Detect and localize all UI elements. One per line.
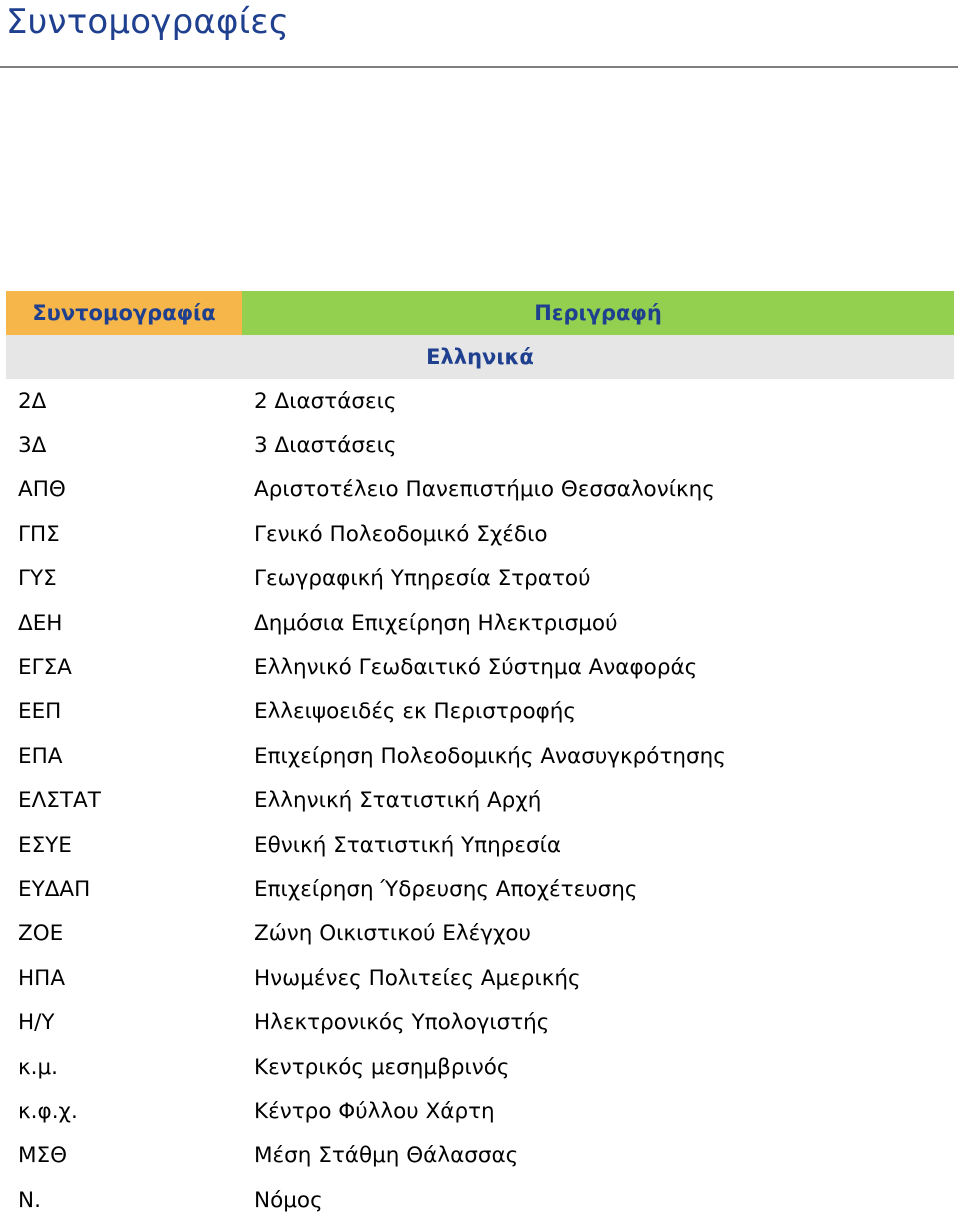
description-cell: Ελληνική Στατιστική Αρχή	[254, 788, 542, 814]
title-divider	[0, 66, 958, 68]
description-cell: Ηλεκτρονικός Υπολογιστής	[254, 1010, 550, 1036]
table-row	[6, 912, 954, 956]
abbreviation-cell: 2Δ	[18, 388, 47, 414]
description-cell: Γενικό Πολεοδομικό Σχέδιο	[254, 521, 548, 547]
table-row	[6, 1134, 954, 1178]
description-cell: 3 Διαστάσεις	[254, 433, 397, 459]
abbreviation-cell: κ.φ.χ.	[18, 1098, 78, 1124]
table-row	[6, 956, 954, 1000]
table-header	[6, 291, 954, 335]
table-row	[6, 1178, 954, 1222]
header-abbreviation: Συντομογραφία	[6, 291, 242, 335]
abbreviation-cell: ΕΓΣΑ	[18, 655, 72, 681]
abbreviation-cell: Η/Υ	[18, 1010, 55, 1036]
abbreviation-cell: ΕΠΑ	[18, 743, 63, 769]
abbreviation-cell: ΜΣΘ	[18, 1143, 68, 1169]
description-cell: Αριστοτέλειο Πανεπιστήμιο Θεσσαλονίκης	[254, 477, 715, 503]
description-cell: Ελληνικό Γεωδαιτικό Σύστημα Αναφοράς	[254, 655, 698, 681]
abbreviation-cell: ΑΠΘ	[18, 477, 66, 503]
description-cell: Ελλειψοειδές εκ Περιστροφής	[254, 699, 577, 725]
table-row	[6, 512, 954, 556]
abbreviation-cell: ΕΣΥΕ	[18, 832, 72, 858]
table-row	[6, 557, 954, 601]
table-row	[6, 1089, 954, 1133]
table-row	[6, 468, 954, 512]
description-cell: Επιχείρηση Ύδρευσης Αποχέτευσης	[254, 876, 638, 902]
section-heading: Ελληνικά	[6, 335, 954, 379]
table-row	[6, 379, 954, 423]
description-cell: Δημόσια Επιχείρηση Ηλεκτρισμού	[254, 610, 618, 636]
table-row	[6, 601, 954, 645]
description-cell: Εθνική Στατιστική Υπηρεσία	[254, 832, 562, 858]
table-row	[6, 734, 954, 778]
abbreviation-cell: ΓΠΣ	[18, 521, 60, 547]
description-cell: Επιχείρηση Πολεοδομικής Ανασυγκρότησης	[254, 743, 726, 769]
description-cell: Μέση Στάθμη Θάλασσας	[254, 1143, 519, 1169]
page-title: Συντομογραφίες	[6, 2, 290, 42]
table-row	[6, 823, 954, 867]
table-row	[6, 690, 954, 734]
description-cell: Ηνωμένες Πολιτείες Αμερικής	[254, 965, 581, 991]
description-cell: Ζώνη Οικιστικού Ελέγχου	[254, 921, 531, 947]
table-row	[6, 1000, 954, 1044]
abbreviation-cell: ΔΕΗ	[18, 610, 63, 636]
abbreviation-cell: ΓΥΣ	[18, 566, 57, 592]
abbreviation-cell: ΕΥΔΑΠ	[18, 876, 91, 902]
table-row	[6, 423, 954, 467]
table-body	[6, 379, 954, 1222]
description-cell: Κεντρικός μεσημβρινός	[254, 1054, 510, 1080]
description-cell: Γεωγραφική Υπηρεσία Στρατού	[254, 566, 591, 592]
table-row	[6, 779, 954, 823]
header-description: Περιγραφή	[242, 291, 954, 335]
table-row	[6, 867, 954, 911]
description-cell: 2 Διαστάσεις	[254, 388, 397, 414]
abbreviation-cell: Ν.	[18, 1187, 41, 1213]
abbreviation-cell: κ.μ.	[18, 1054, 59, 1080]
table-row	[6, 645, 954, 689]
abbreviation-cell: 3Δ	[18, 433, 47, 459]
table-row	[6, 1045, 954, 1089]
abbreviation-cell: ΖΟΕ	[18, 921, 64, 947]
abbreviation-cell: ΗΠΑ	[18, 965, 66, 991]
abbreviations-table	[6, 291, 954, 1222]
description-cell: Νόμος	[254, 1187, 323, 1213]
description-cell: Κέντρο Φύλλου Χάρτη	[254, 1098, 495, 1124]
abbreviation-cell: ΕΕΠ	[18, 699, 62, 725]
abbreviation-cell: ΕΛΣΤΑΤ	[18, 788, 101, 814]
